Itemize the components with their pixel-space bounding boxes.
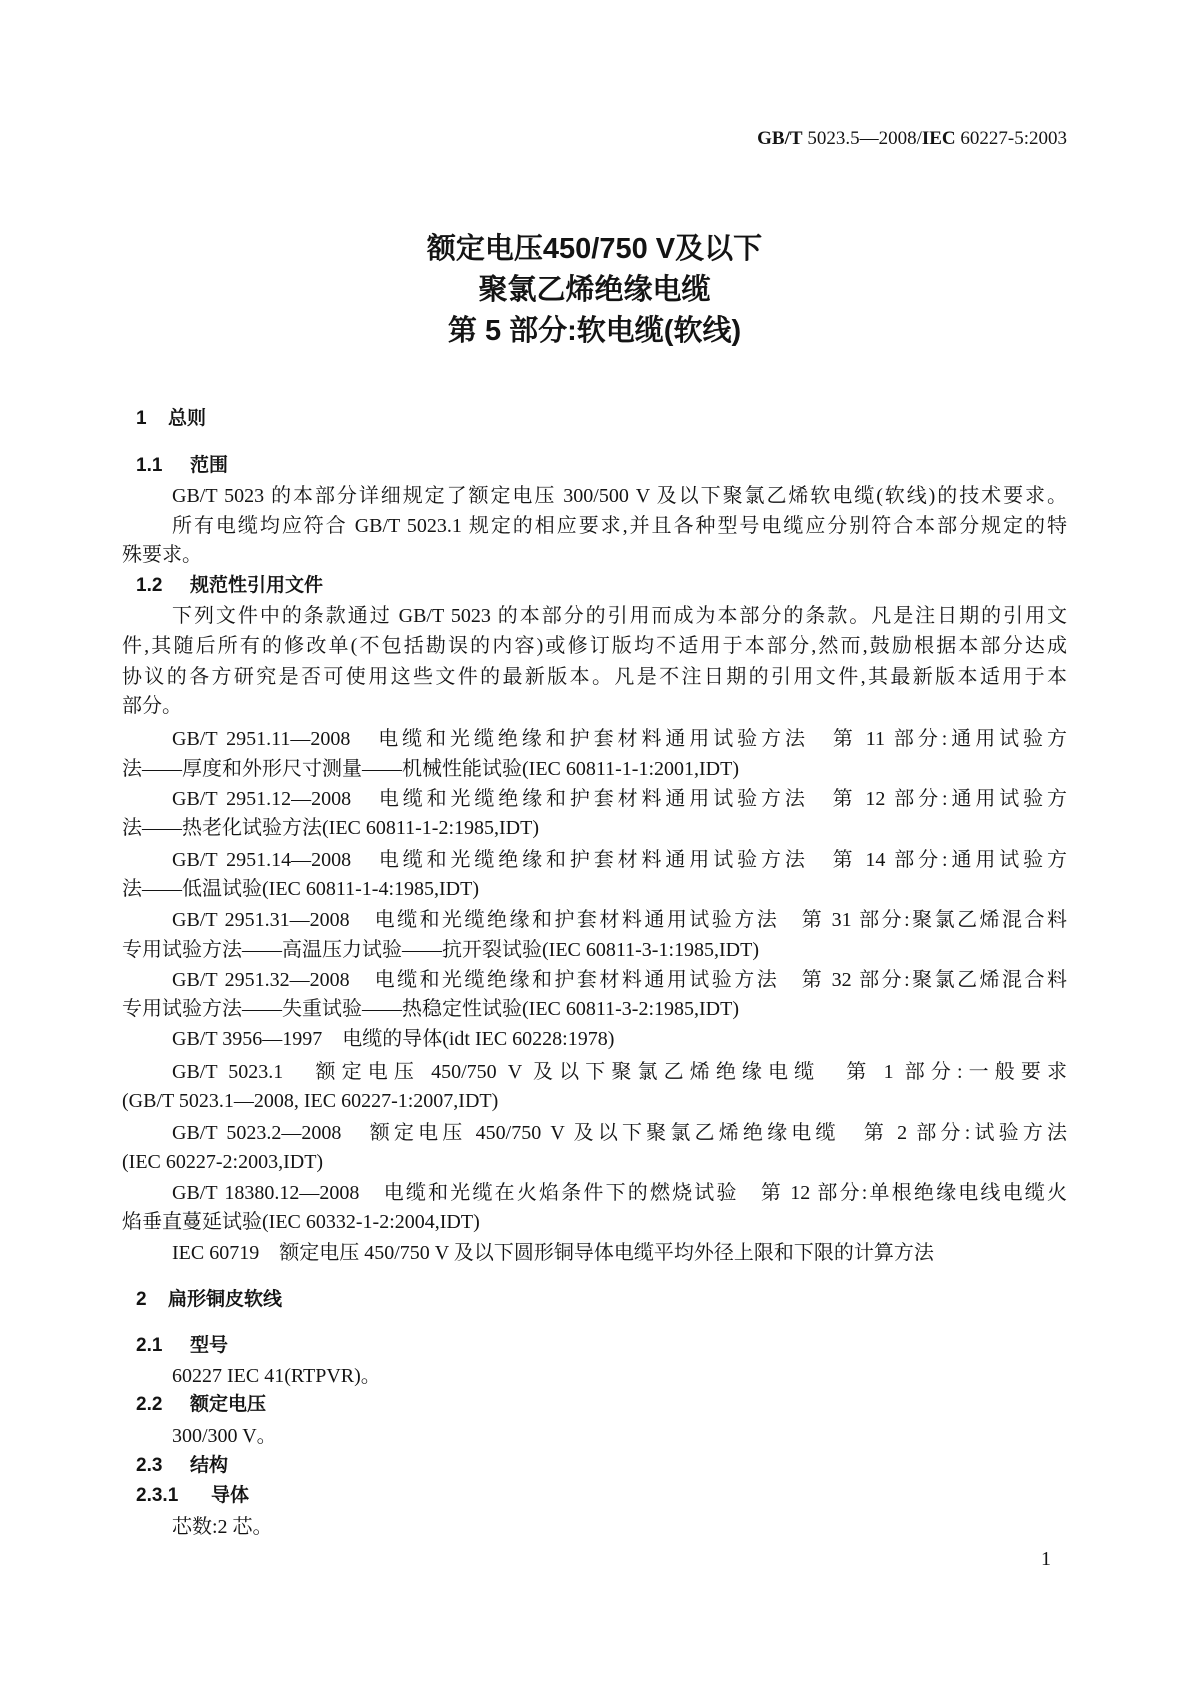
clause-heading-text: 结构	[190, 1455, 229, 1476]
clause-number: 2.2	[136, 1394, 163, 1415]
clause-heading-text: 型号	[190, 1335, 229, 1356]
clause-1-2-heading	[136, 571, 1036, 601]
page-number: 1	[1041, 1548, 1051, 1570]
body-line: 协议的各方研究是否可使用这些文件的最新版本。凡是不注日期的引用文件,其最新版本适用于本	[122, 666, 1067, 688]
clause-2-2-heading	[136, 1390, 1036, 1420]
clause-heading-text: 扁形铜皮软线	[168, 1289, 283, 1310]
reference-line: GB/T 18380.12—2008 电缆和光缆在火焰条件下的燃烧试验 第 12 部分:单根绝缘电线电缆火	[172, 1182, 1067, 1204]
clause-2-3-1-heading	[136, 1481, 1036, 1511]
body-line: 所有电缆均应符合 GB/T 5023.1 规定的相应要求,并且各种型号电缆应分别符合本部分规定的特	[172, 515, 1067, 537]
body-line: 部分。	[122, 695, 182, 717]
header-iec-number: 60227-5:2003	[955, 128, 1067, 149]
title-line-2: 聚氯乙烯绝缘电缆	[478, 274, 711, 306]
clause-number: 1.2	[136, 575, 163, 596]
clause-heading-text: 额定电压	[190, 1394, 267, 1415]
clause-1-heading	[136, 404, 1036, 434]
clause-number: 2.3	[136, 1455, 163, 1476]
clause-heading-text: 范围	[190, 455, 229, 476]
body-line: 下列文件中的条款通过 GB/T 5023 的本部分的引用而成为本部分的条款。凡是注日期的引用文	[172, 605, 1067, 627]
header-iec-prefix: IEC	[921, 128, 956, 149]
clause-number: 2	[136, 1289, 147, 1310]
clause-number: 1	[136, 408, 147, 429]
reference-line: 法——厚度和外形尺寸测量——机械性能试验(IEC 60811-1-1:2001,IDT)	[122, 758, 739, 780]
reference-line: GB/T 2951.11—2008 电缆和光缆绝缘和护套材料通用试验方法 第 11 部分:通用试验方	[172, 728, 1067, 750]
reference-line: GB/T 5023.1 额定电压 450/750 V 及以下聚氯乙烯绝缘电缆 第 1 部分:一般要求	[172, 1061, 1067, 1083]
clause-heading-text: 总则	[168, 408, 207, 429]
reference-line: 专用试验方法——高温压力试验——抗开裂试验(IEC 60811-3-1:1985,IDT)	[122, 939, 759, 961]
header-std-prefix: GB/T	[757, 128, 803, 149]
reference-line: GB/T 2951.31—2008 电缆和光缆绝缘和护套材料通用试验方法 第 31 部分:聚氯乙烯混合料	[172, 909, 1067, 931]
body-line: GB/T 5023 的本部分详细规定了额定电压 300/500 V 及以下聚氯乙烯软电缆(软线)的技术要求。	[172, 485, 1067, 507]
reference-line: GB/T 2951.32—2008 电缆和光缆绝缘和护套材料通用试验方法 第 32 部分:聚氯乙烯混合料	[172, 969, 1067, 991]
reference-line: GB/T 2951.14—2008 电缆和光缆绝缘和护套材料通用试验方法 第 14 部分:通用试验方	[172, 849, 1067, 871]
body-line: 件,其随后所有的修改单(不包括勘误的内容)或修订版均不适用于本部分,然而,鼓励根据本部分达成	[122, 635, 1067, 657]
header-std-number: 5023.5—2008/	[802, 128, 922, 149]
clause-number: 2.3.1	[136, 1485, 179, 1506]
clause-2-heading	[136, 1285, 1036, 1315]
body-line: 60227 IEC 41(RTPVR)。	[172, 1365, 381, 1387]
reference-line: GB/T 3956—1997 电缆的导体(idt IEC 60228:1978)	[172, 1028, 615, 1050]
reference-line: (IEC 60227-2:2003,IDT)	[122, 1151, 324, 1173]
clause-2-3-heading	[136, 1451, 1036, 1481]
clause-heading-text: 规范性引用文件	[190, 575, 324, 596]
reference-line: GB/T 5023.2—2008 额定电压 450/750 V 及以下聚氯乙烯绝缘电缆 第 2 部分:试验方法	[172, 1122, 1067, 1144]
clause-1-1-heading	[136, 451, 1036, 481]
body-line: 300/300 V。	[172, 1425, 277, 1447]
clause-heading-text: 导体	[211, 1485, 250, 1506]
reference-line: 专用试验方法——失重试验——热稳定性试验(IEC 60811-3-2:1985,IDT)	[122, 998, 739, 1020]
reference-line: IEC 60719 额定电压 450/750 V 及以下圆形铜导体电缆平均外径上限和下限的计算方法	[172, 1242, 934, 1264]
clause-number: 2.1	[136, 1335, 163, 1356]
reference-line: 法——热老化试验方法(IEC 60811-1-2:1985,IDT)	[122, 817, 539, 839]
body-line: 芯数:2 芯。	[172, 1516, 273, 1538]
running-header	[757, 126, 1067, 152]
clause-2-1-heading	[136, 1331, 1036, 1361]
clause-number: 1.1	[136, 455, 163, 476]
title-line-3: 第 5 部分:软电缆(软线)	[447, 315, 742, 347]
reference-line: 法——低温试验(IEC 60811-1-4:1985,IDT)	[122, 878, 479, 900]
body-line: 殊要求。	[122, 544, 202, 566]
reference-line: GB/T 2951.12—2008 电缆和光缆绝缘和护套材料通用试验方法 第 12 部分:通用试验方	[172, 788, 1067, 810]
reference-line: (GB/T 5023.1—2008, IEC 60227-1:2007,IDT)	[122, 1090, 499, 1112]
title-line-1: 额定电压450/750 V及以下	[426, 233, 763, 265]
reference-line: 焰垂直蔓延试验(IEC 60332-1-2:2004,IDT)	[122, 1211, 480, 1233]
